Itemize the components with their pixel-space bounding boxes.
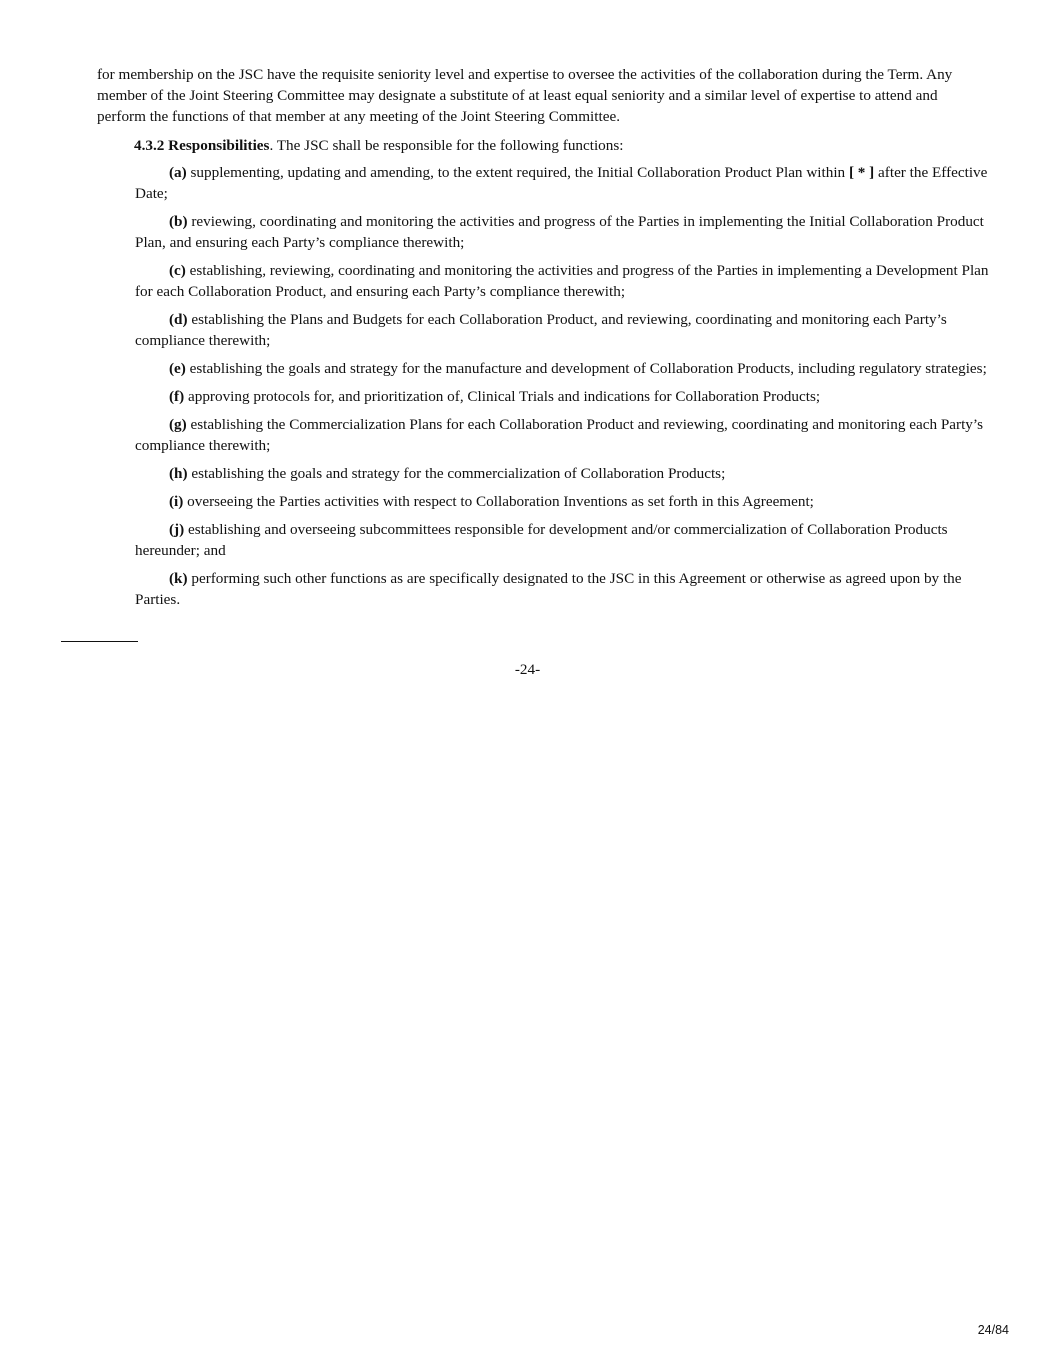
item-text-after: after the Effective Date; bbox=[135, 164, 988, 202]
item-label: (k) bbox=[169, 570, 188, 587]
item-label: (d) bbox=[169, 311, 188, 328]
item-text: establishing, reviewing, coordinating and monitoring the activities and progress of the Parties in implementing a Development Plan for each Collaboration Product, and ensuring each Party’s compliance therewith; bbox=[135, 262, 989, 300]
item-text: supplementing, updating and amending, to the extent required, the Initial Collaboration Product Plan within bbox=[186, 164, 849, 181]
item-label: (h) bbox=[169, 465, 188, 482]
intro-paragraph: for membership on the JSC have the requisite seniority level and expertise to oversee the activities of the collaboration during the Term. Any member of the Joint Steering Committee may designate a substitute of at least equal seniority and a similar level of expertise to attend and perform the functions of that member at any meeting of the Joint Steering Committee. bbox=[97, 66, 953, 125]
redaction-bracket: [ * ] bbox=[848, 164, 875, 181]
list-item-a bbox=[135, 162, 995, 204]
item-label: (b) bbox=[169, 213, 188, 230]
list-item-i bbox=[135, 491, 995, 512]
page-number: -24- bbox=[514, 661, 541, 678]
item-label: (g) bbox=[169, 416, 187, 433]
section-title: 4.3.2 Responsibilities bbox=[134, 137, 270, 154]
list-item-h bbox=[135, 463, 995, 484]
item-text: reviewing, coordinating and monitoring the activities and progress of the Parties in implementing the Initial Collaboration Product Plan, and ensuring each Party’s compliance therewith; bbox=[135, 213, 984, 251]
list-item-f bbox=[135, 386, 995, 407]
item-text: establishing and overseeing subcommittees responsible for development and/or commercialization of Collaboration Products hereunder; and bbox=[135, 521, 948, 559]
item-text: approving protocols for, and prioritization of, Clinical Trials and indications for Collaboration Products; bbox=[184, 388, 821, 405]
item-text: establishing the goals and strategy for the commercialization of Collaboration Products; bbox=[187, 465, 726, 482]
item-text: establishing the Commercialization Plans for each Collaboration Product and reviewing, coordinating and monitoring each Party’s compliance therewith; bbox=[135, 416, 984, 454]
list-item-g bbox=[135, 414, 995, 456]
list-item-b bbox=[135, 211, 995, 253]
list-item-k bbox=[135, 568, 995, 610]
section-heading bbox=[134, 135, 984, 156]
item-text: overseeing the Parties activities with respect to Collaboration Inventions as set forth in this Agreement; bbox=[183, 493, 814, 510]
item-text: establishing the Plans and Budgets for each Collaboration Product, and reviewing, coordinating and monitoring each Party’s compliance therewith; bbox=[135, 311, 947, 349]
item-label: (j) bbox=[169, 521, 185, 538]
item-label: (i) bbox=[169, 493, 184, 510]
item-label: (a) bbox=[169, 164, 187, 181]
section-text: . The JSC shall be responsible for the following functions: bbox=[269, 137, 624, 154]
list-item-d bbox=[135, 309, 995, 351]
item-label: (c) bbox=[169, 262, 186, 279]
item-text: performing such other functions as are specifically designated to the JSC in this Agreement or otherwise as agreed upon by the Parties. bbox=[135, 570, 962, 608]
page-counter: 24/84 bbox=[977, 1323, 1009, 1337]
item-label: (e) bbox=[169, 360, 186, 377]
item-label: (f) bbox=[169, 388, 185, 405]
responsibilities-list bbox=[135, 162, 995, 617]
list-item-c bbox=[135, 260, 995, 302]
list-item-e bbox=[135, 358, 995, 379]
item-text: establishing the goals and strategy for the manufacture and development of Collaboration Products, including regulatory strategies; bbox=[185, 360, 987, 377]
footnote-divider bbox=[61, 641, 138, 642]
list-item-j bbox=[135, 519, 995, 561]
